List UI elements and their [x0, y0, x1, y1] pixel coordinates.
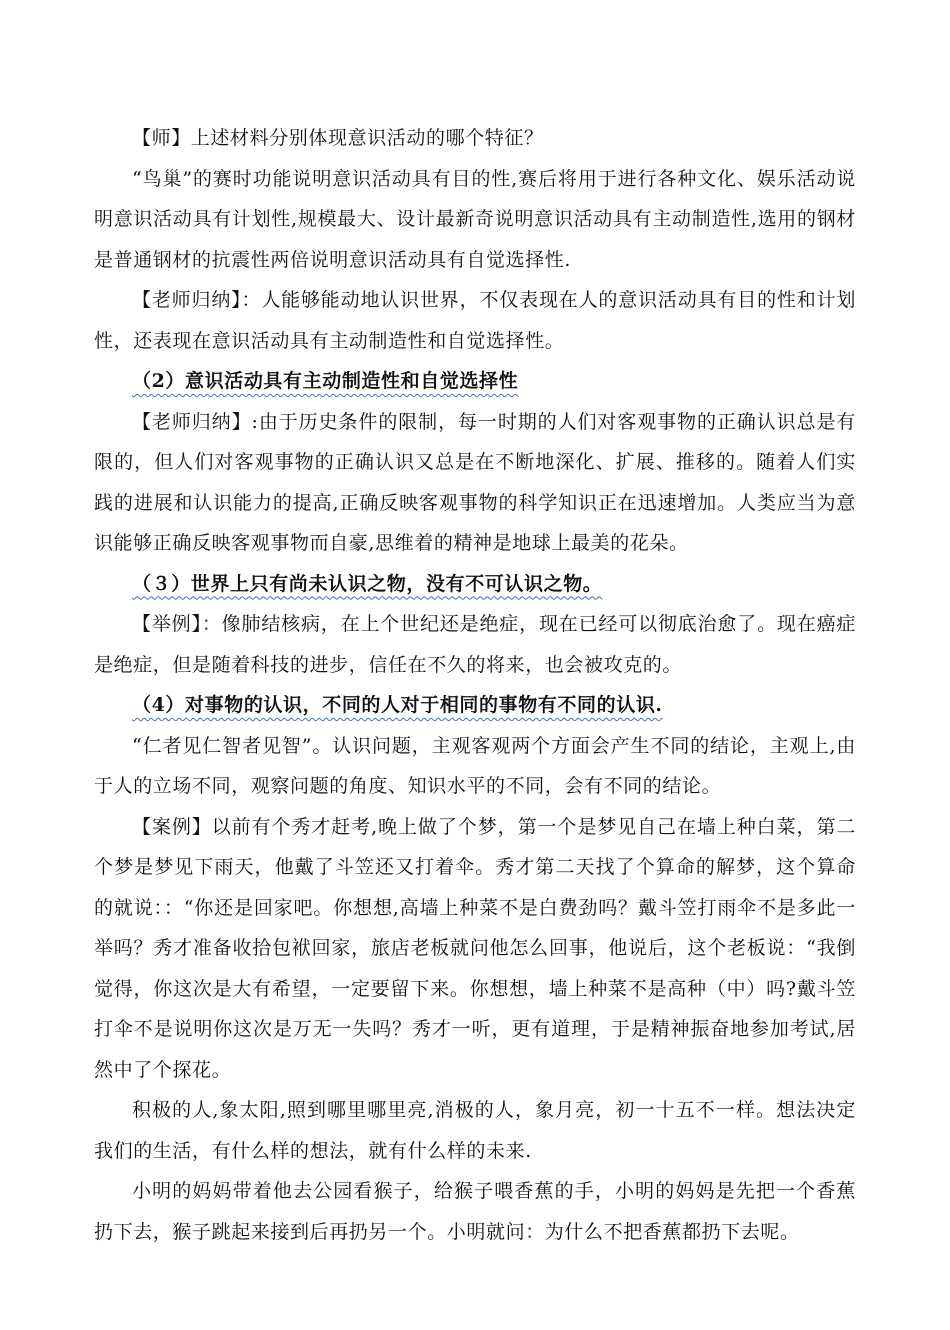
document-body: [94, 118, 856, 1252]
heading-point-4: （4）对事物的认识，不同的人对于相同的事物有不同的认识.: [132, 694, 663, 716]
paragraph-birds-nest: “鸟巢”的赛时功能说明意识活动具有目的性,赛后将用于进行各种文化、娱乐活动说明意识活动具有计划性,规模最大、设计最新奇说明意识活动具有主动制造性,选用的钢材是普通钢材的抗震性两倍说明意识活动具有自觉选择性.: [94, 167, 856, 271]
paragraph-summary-1: 【老师归纳】：人能够能动地认识世界，不仅表现在人的意识活动具有目的性和计划性，还表现在意识活动具有主动制造性和自觉选择性。: [94, 289, 856, 352]
paragraph-summary-2: 【老师归纳】:由于历史条件的限制，每一时期的人们对客观事物的正确认识总是有限的，但人们对客观事物的正确认识又总是在不断地深化、扩展、推移的。随着人们实践的进展和认识能力的提高,正确反映客观事物的科学知识正在迅速增加。人类应当为意识能够正确反映客观事物而自豪,思维着的精神是地球上最美的花朵。: [94, 410, 856, 554]
paragraph-question: 【师】上述材料分别体现意识活动的哪个特征？: [132, 127, 544, 149]
paragraph-wisdom: “仁者见仁智者见智”。认识问题，主观客观两个方面会产生不同的结论，主观上,由于人的立场不同，观察问题的角度、知识水平的不同，会有不同的结论。: [94, 734, 856, 797]
paragraph-example: 【举例】：像肺结核病，在上个世纪还是绝症，现在已经可以彻底治愈了。现在癌症是绝症，但是随着科技的进步，信任在不久的将来，也会被攻克的。: [94, 613, 856, 676]
heading-point-3: （３）世界上只有尚未认识之物，没有不可认识之物。: [132, 572, 603, 595]
paragraph-case: 【案例】以前有个秀才赶考,晚上做了个梦，第一个是梦见自己在墙上种白菜，第二个梦是梦见下雨天，他戴了斗笠还又打着伞。秀才第二天找了个算命的解梦，这个算命的就说：：“你还是回家吧。你想想,高墙上种菜不是白费劲吗？戴斗笠打雨伞不是多此一举吗？秀才准备收拾包袱回家，旅店老板就问他怎么回事，他说后，这个老板说：“我倒觉得，你这次是大有希望，一定要留下来。你想想，墙上种菜不是高种（中）吗?戴斗笠打伞不是说明你这次是万无一失吗？秀才一听，更有道理，于是精神振奋地参加考试,居然中了个探花。: [94, 815, 856, 1081]
paragraph-positive: 积极的人,象太阳,照到哪里哪里亮,消极的人，象月亮，初一十五不一样。想法决定我们的生活，有什么样的想法，就有什么样的未来.: [94, 1099, 856, 1162]
paragraph-monkey: 小明的妈妈带着他去公园看猴子，给猴子喂香蕉的手，小明的妈妈是先把一个香蕉扔下去，猴子跳起来接到后再扔另一个。小明就问：为什么不把香蕉都扔下去呢。: [94, 1180, 856, 1243]
heading-point-2: （2）意识活动具有主动制造性和自觉选择性: [132, 370, 519, 392]
